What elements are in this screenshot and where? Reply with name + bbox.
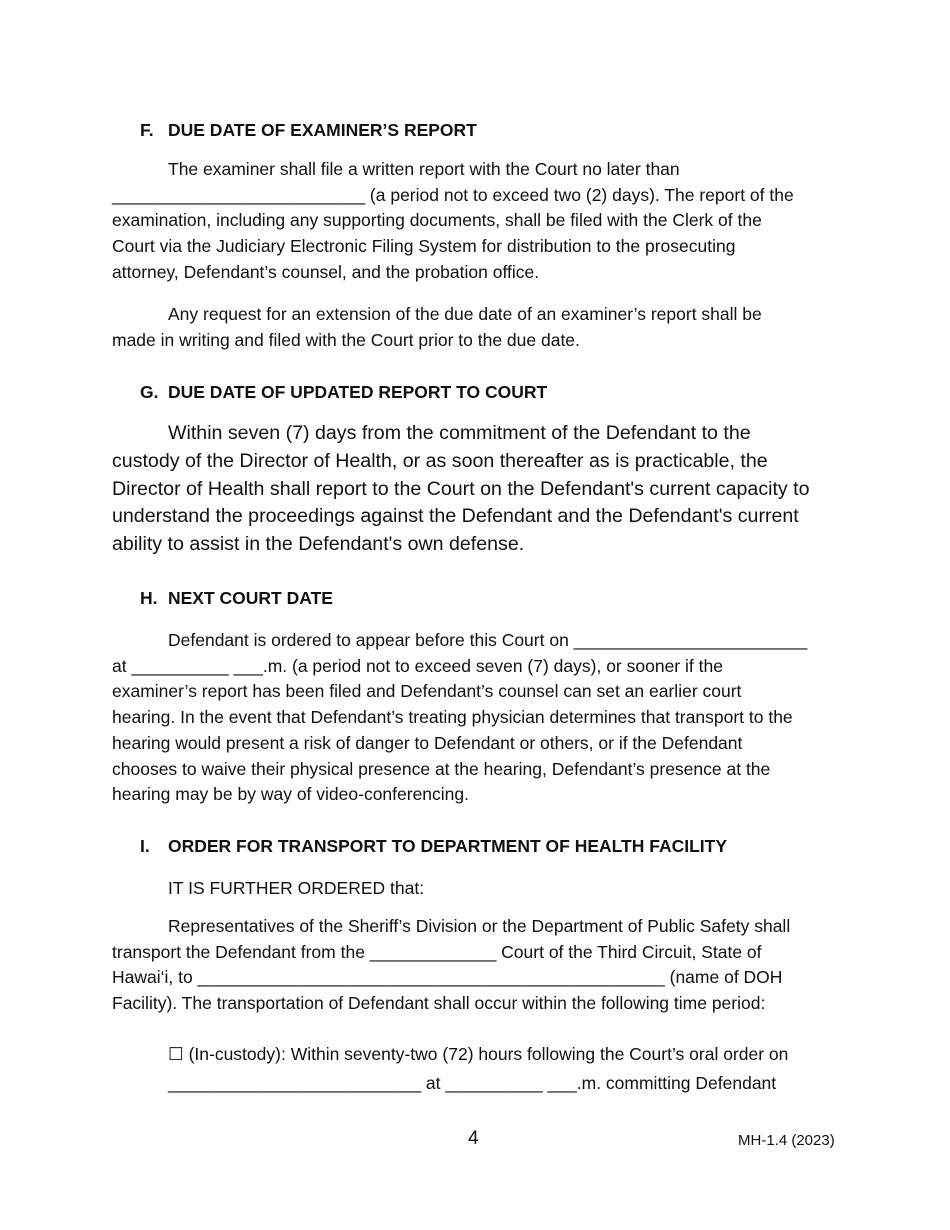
text-line: __________________________ at __________ ___.m. committing Defendant <box>168 1073 777 1093</box>
section-h-letter: H. <box>140 588 158 608</box>
text-line: Within seven (7) days from the commitment of the Defendant to the <box>168 422 751 444</box>
section-i-paragraph-1 <box>112 914 842 1017</box>
text-line: Facility). The transportation of Defendant shall occur within the following time period: <box>112 993 766 1014</box>
text-line: hearing. In the event that Defendant’s treating physician determines that transport to the <box>112 707 793 728</box>
form-identifier: MH-1.4 (2023) <box>738 1132 835 1149</box>
section-f-heading <box>140 120 477 141</box>
section-h-title: NEXT COURT DATE <box>168 588 333 608</box>
text-line: The examiner shall file a written report with the Court no later than <box>168 159 680 179</box>
section-i-title: ORDER FOR TRANSPORT TO DEPARTMENT OF HEALTH FACILITY <box>168 836 728 856</box>
text-line: examination, including any supporting documents, shall be filed with the Clerk of the <box>112 210 762 231</box>
text-line: ability to assist in the Defendant's own defense. <box>112 533 525 556</box>
page-number: 4 <box>468 1128 479 1149</box>
section-f-paragraph-1 <box>112 157 842 286</box>
section-h-heading <box>140 588 333 609</box>
in-custody-option-line-2 <box>168 1073 776 1094</box>
text-line: transport the Defendant from the _____________ Court of the Third Circuit, State of <box>112 941 762 962</box>
text-line: understand the proceedings against the Defendant and the Defendant's current <box>112 505 799 528</box>
in-custody-checkbox[interactable]: ☐ <box>168 1044 184 1064</box>
text-line: Court via the Judiciary Electronic Filing System for distribution to the prosecuting <box>112 236 736 257</box>
in-custody-text: (In-custody): Within seventy-two (72) hours following the Court’s oral order on <box>188 1044 789 1064</box>
section-g-heading <box>140 382 547 403</box>
section-f-letter: F. <box>140 120 154 140</box>
section-g-letter: G. <box>140 382 159 402</box>
text-line: custody of the Director of Health, or as soon thereafter as is practicable, the <box>112 449 768 472</box>
text-line: Representatives of the Sheriff’s Division or the Department of Public Safety shall <box>168 916 791 936</box>
section-i-ordered-line <box>112 876 842 902</box>
section-i-letter: I. <box>140 836 150 856</box>
section-f-title: DUE DATE OF EXAMINER’S REPORT <box>168 120 477 140</box>
text-line: attorney, Defendant’s counsel, and the probation office. <box>112 261 540 282</box>
section-g-paragraph-1 <box>112 420 842 559</box>
text-line: examiner’s report has been filed and Defendant’s counsel can set an earlier court <box>112 681 742 702</box>
text-line: Any request for an extension of the due date of an examiner’s report shall be <box>168 304 762 324</box>
text-line: made in writing and filed with the Court prior to the due date. <box>112 329 580 350</box>
section-f-paragraph-2 <box>112 302 842 353</box>
section-g-title: DUE DATE OF UPDATED REPORT TO COURT <box>168 382 548 402</box>
text-line: IT IS FURTHER ORDERED that: <box>168 878 425 898</box>
text-line: Director of Health shall report to the Court on the Defendant's current capacity to <box>112 477 810 500</box>
text-line: hearing would present a risk of danger to Defendant or others, or if the Defendant <box>112 732 743 753</box>
text-line: Defendant is ordered to appear before this Court on ________________________ <box>168 630 808 650</box>
in-custody-option <box>168 1044 788 1065</box>
text-line: hearing may be by way of video-conferencing. <box>112 784 470 805</box>
text-line: __________________________ (a period not to exceed two (2) days). The report of the <box>112 184 794 205</box>
section-i-heading <box>140 836 727 857</box>
text-line: Hawai‘i, to ________________________________________________ (name of DOH <box>112 967 783 988</box>
section-h-paragraph-1 <box>112 628 842 808</box>
text-line: at __________ ___.m. (a period not to exceed seven (7) days), or sooner if the <box>112 655 723 676</box>
text-line: chooses to waive their physical presence at the hearing, Defendant’s presence at the <box>112 758 771 779</box>
